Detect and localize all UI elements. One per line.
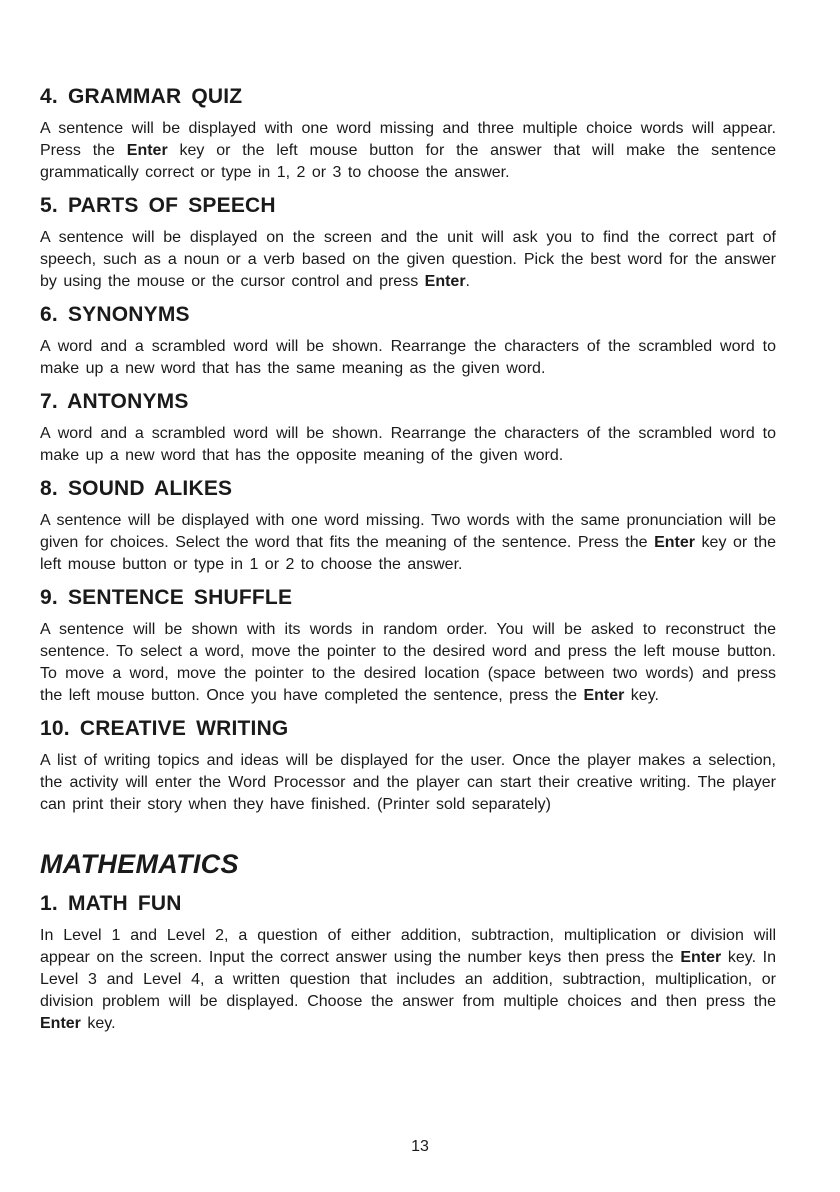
page-number: 13 <box>411 1138 429 1155</box>
section-heading: 6. SYNONYMS <box>40 303 190 326</box>
section-paragraph: In Level 1 and Level 2, a question of either addition, subtraction, multiplication or division will appear on the screen. Input the correct answer using the number keys then press the Enter key. In Level 3 and Level 4, a written question that includes an addition, subtraction, multiplication, or division problem will be displayed. Choose the answer from multiple choices and then press the Enter key. <box>40 927 777 1032</box>
section-paragraph: A sentence will be shown with its words in random order. You will be asked to reconstruct the sentence. To select a word, move the pointer to the desired word and press the left mouse button. To move a word, move the pointer to the desired location (space between two words) and press the left mouse button. Once you have completed the sentence, press the Enter key. <box>40 621 776 704</box>
section-math-fun <box>40 891 776 1035</box>
section <box>40 476 776 576</box>
key-name: Enter <box>40 1015 81 1032</box>
key-name: Enter <box>680 949 722 966</box>
section-heading: 8. SOUND ALIKES <box>40 477 233 500</box>
section-heading: 1. MATH FUN <box>40 892 182 915</box>
section-paragraph: A sentence will be displayed with one word missing and three multiple choice words will appear. Press the Enter key or the left mouse button for the answer that will make the sentence grammatically correct or type in 1, 2 or 3 to choose the answer. <box>40 120 777 181</box>
manual-page <box>40 84 776 1044</box>
mathematics-title: MATHEMATICS <box>40 849 239 879</box>
section <box>40 302 776 380</box>
key-name: Enter <box>424 273 466 290</box>
section-heading: 4. GRAMMAR QUIZ <box>40 85 243 108</box>
key-name: Enter <box>583 687 625 704</box>
section-paragraph: A word and a scrambled word will be shown. Rearrange the characters of the scrambled word to make up a new word that has the same meaning as the given word. <box>40 338 776 377</box>
section-heading: 7. ANTONYMS <box>40 390 189 413</box>
section-paragraph: A sentence will be displayed on the screen and the unit will ask you to find the correct part of speech, such as a noun or a verb based on the given question. Pick the best word for the answer by using the mouse or the cursor control and press Enter. <box>40 229 776 290</box>
section <box>40 716 776 816</box>
key-name: Enter <box>654 534 695 551</box>
section-paragraph: A list of writing topics and ideas will be displayed for the user. Once the player makes a selection, the activity will enter the Word Processor and the player can start their creative writing. The player can print their story when they have finished. (Printer sold separately) <box>40 752 776 813</box>
section <box>40 193 776 293</box>
section-heading: 5. PARTS OF SPEECH <box>40 194 276 217</box>
section <box>40 84 776 184</box>
section-heading: 10. CREATIVE WRITING <box>40 717 289 740</box>
section-paragraph: A sentence will be displayed with one word missing. Two words with the same pronunciation will be given for choices. Select the word that fits the meaning of the sentence. Press the Enter key or the left mouse button or type in 1 or 2 to choose the answer. <box>40 512 777 573</box>
language-sections <box>40 84 776 816</box>
section-paragraph: A word and a scrambled word will be shown. Rearrange the characters of the scrambled word to make up a new word that has the opposite meaning of the given word. <box>40 425 776 464</box>
section <box>40 585 776 707</box>
section <box>40 389 776 467</box>
key-name: Enter <box>126 142 168 159</box>
section-heading: 9. SENTENCE SHUFFLE <box>40 586 293 609</box>
